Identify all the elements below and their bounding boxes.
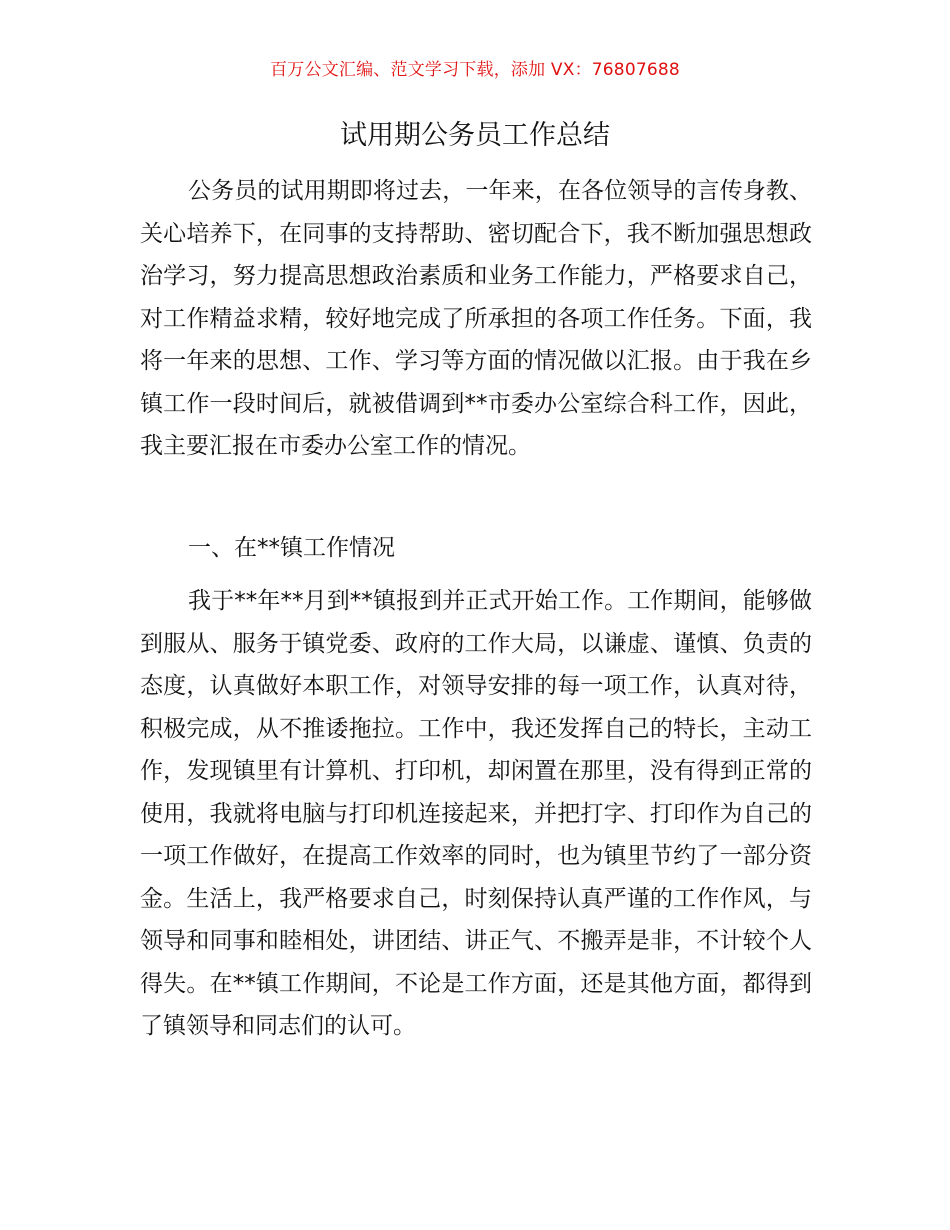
section-heading: 一、在**镇工作情况 — [188, 535, 395, 561]
paragraph-intro: 公务员的试用期即将过去，一年来，在各位领导的言传身教、关心培养下，在同事的支持帮助、密切配合下，我不断加强思想政治学习，努力提高思想政治素质和业务工作能力，严格要求自己，对工作精益求精，较好地完成了所承担的各项工作任务。下面，我将一年来的思想、工作、学习等方面的情况做以汇报。由于我在乡镇工作一段时间后，就被借调到**市委办公室综合科工作，因此，我主要汇报在市委办公室工作的情况。 — [140, 178, 812, 459]
paragraph-town-work: 我于**年**月到**镇报到并正式开始工作。工作期间，能够做到服从、服务于镇党委、政府的工作大局，以谦虚、谨慎、负责的态度，认真做好本职工作，对领导安排的每一项工作，认真对待，积极完成，从不推诿拖拉。工作中，我还发挥自己的特长，主动工作，发现镇里有计算机、打印机，却闲置在那里，没有得到正常的使用，我就将电脑与打印机连接起来，并把打字、打印作为自己的一项工作做好，在提高工作效率的同时，也为镇里节约了一部分资金。生活上，我严格要求自己，时刻保持认真严谨的工作作风，与领导和同事和睦相处，讲团结、讲正气、不搬弄是非，不计较个人得失。在**镇工作期间，不论是工作方面，还是其他方面，都得到了镇领导和同志们的认可。 — [140, 588, 812, 1039]
document-title: 试用期公务员工作总结 — [340, 120, 610, 151]
header-banner: 百万公文汇编、范文学习下载，添加 VX：76807688 — [270, 60, 680, 80]
